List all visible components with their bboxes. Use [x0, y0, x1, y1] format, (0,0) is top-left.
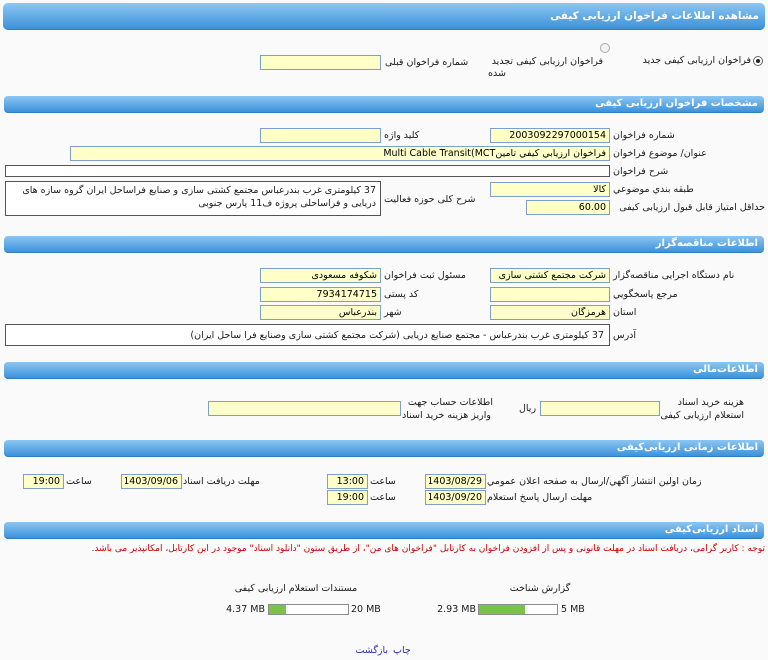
keyword-label: کلید واژه — [384, 130, 420, 141]
postal-code-label: کد پستی — [384, 289, 419, 300]
org-field[interactable] — [490, 268, 610, 283]
section-documents-title: اسناد ارزیابی‌کیفی — [4, 522, 764, 539]
response-deadline-time-label: ساعت — [370, 492, 396, 503]
page-title: مشاهده اطلاعات فراخوان ارزیابی کیفی — [3, 3, 765, 30]
call-number-label: شماره فراخوان — [613, 130, 675, 141]
publish-time-label: ساعت — [370, 476, 396, 487]
document-total-size: 5 MB — [561, 604, 585, 615]
address-label: آدرس — [613, 330, 637, 341]
publish-label: زمان اولين انتشار آگهي/ارسال به صفحه اعلان عمومي — [487, 476, 702, 487]
registrar-field[interactable] — [260, 268, 381, 283]
radio-dot — [756, 59, 760, 63]
address-field[interactable]: 37 کیلومتری غرب بندرعباس - مجتمع صنایع دریایی (شرکت مجتمع کشتی سازی وصنایع فرا ساحل ایران) — [5, 324, 610, 346]
currency-label: ریال — [519, 403, 537, 414]
publish-date-field[interactable] — [425, 474, 486, 489]
call-number-field[interactable] — [490, 128, 610, 143]
province-field[interactable] — [490, 305, 610, 320]
section-financial-title: اطلاعات‌مالی — [4, 362, 764, 379]
radio-renewed-call[interactable] — [600, 43, 610, 53]
subject-field[interactable] — [70, 146, 610, 161]
docs-deadline-time-field[interactable] — [23, 474, 64, 489]
document-usage-bar — [268, 604, 349, 615]
section-schedule-title: اطلاعات زمانی ارزیابی‌کیفی — [4, 440, 764, 457]
document-title: گزارش شناخت — [509, 583, 571, 594]
account-label-line1: اطلاعات حساب جهت — [407, 397, 493, 408]
registrar-label: مسئول ثبت فراخوان — [384, 270, 466, 281]
org-label: نام دستگاه اجرایی مناقصه‌گزار — [613, 270, 735, 281]
radio-renewed-call-label-line2: شده — [488, 68, 506, 79]
category-label: طبقه بندي موضوعي — [613, 184, 694, 195]
category-field[interactable] — [490, 182, 610, 197]
postal-code-field[interactable] — [260, 287, 381, 302]
document-usage-bar — [478, 604, 558, 615]
reference-field[interactable] — [490, 287, 610, 302]
reference-label: مرجع پاسخگويي — [613, 289, 678, 300]
document-used-size: 2.93 MB — [437, 604, 476, 615]
docs-deadline-label: مهلت دریافت اسناد — [183, 476, 260, 487]
back-link[interactable]: بازگشت — [355, 645, 388, 656]
docs-deadline-time-label: ساعت — [66, 476, 92, 487]
section-specs-title: مشخصات فراخوان ارزیابی کیفی — [4, 96, 764, 113]
radio-new-call-label: فراخوان ارزیابی کیفی جدید — [642, 55, 751, 66]
document-used-size: 4.37 MB — [226, 604, 265, 615]
min-score-field[interactable] — [526, 200, 610, 215]
subject-label: عنوان/ موضوع فراخوان — [613, 148, 707, 159]
response-deadline-label: مهلت ارسال پاسخ استعلام — [487, 492, 593, 503]
city-label: شهر — [384, 307, 402, 318]
document-usage-fill — [479, 605, 525, 614]
province-label: استان — [613, 307, 637, 318]
keyword-field[interactable] — [260, 128, 381, 143]
min-score-label: حداقل امتیاز قابل قبول ارزیابی کیفی — [619, 202, 765, 213]
city-field[interactable] — [260, 305, 381, 320]
documents-notice: توجه : کاربر گرامی، دریافت اسناد در مهلت قانونی و پس از افزودن فراخوان به کارتابل "فراخوان های من"، از طریق ستون "دانلود اسناد" موجود در این کارتابل، امکانپذیر می باشد. — [91, 544, 765, 554]
previous-number-field[interactable] — [260, 55, 381, 70]
radio-new-call[interactable] — [753, 56, 763, 66]
document-title: مستندات استعلام ارزیابی کیفی — [234, 583, 358, 594]
publish-time-field[interactable] — [327, 474, 368, 489]
activity-field[interactable]: 37 کیلومتری غرب بندرعباس مجتمع کشتی سازی و صنایع فراساحل ایران گروه سازه های دریایی و فراساحلی پروژه ف11 پارس جنوبی — [5, 181, 381, 216]
document-total-size: 20 MB — [351, 604, 381, 615]
description-label: شرح فراخوان — [613, 166, 669, 177]
previous-number-label: شماره فراخوان قبلی — [385, 57, 469, 68]
document-usage-fill — [269, 605, 286, 614]
fee-label-line1: هزینه خرید اسناد — [677, 397, 744, 408]
activity-label: شرح کلی حوزه فعالیت — [384, 194, 476, 205]
description-field[interactable] — [5, 165, 610, 177]
account-label-line2: واریز هزینه خرید اسناد — [402, 410, 491, 421]
docs-deadline-date-field[interactable] — [121, 474, 182, 489]
section-tenderer-title: اطلاعات مناقصه‌گزار — [4, 236, 764, 253]
fee-label-line2: استعلام ارزیابی کیفی — [660, 410, 744, 421]
fee-field[interactable] — [540, 401, 660, 416]
response-deadline-time-field[interactable] — [327, 490, 368, 505]
print-link[interactable]: چاپ — [393, 645, 411, 656]
response-deadline-date-field[interactable] — [425, 490, 486, 505]
radio-renewed-call-label-line1: فراخوان ارزیابی کیفی تجدید — [491, 56, 603, 67]
account-field[interactable] — [208, 401, 401, 416]
